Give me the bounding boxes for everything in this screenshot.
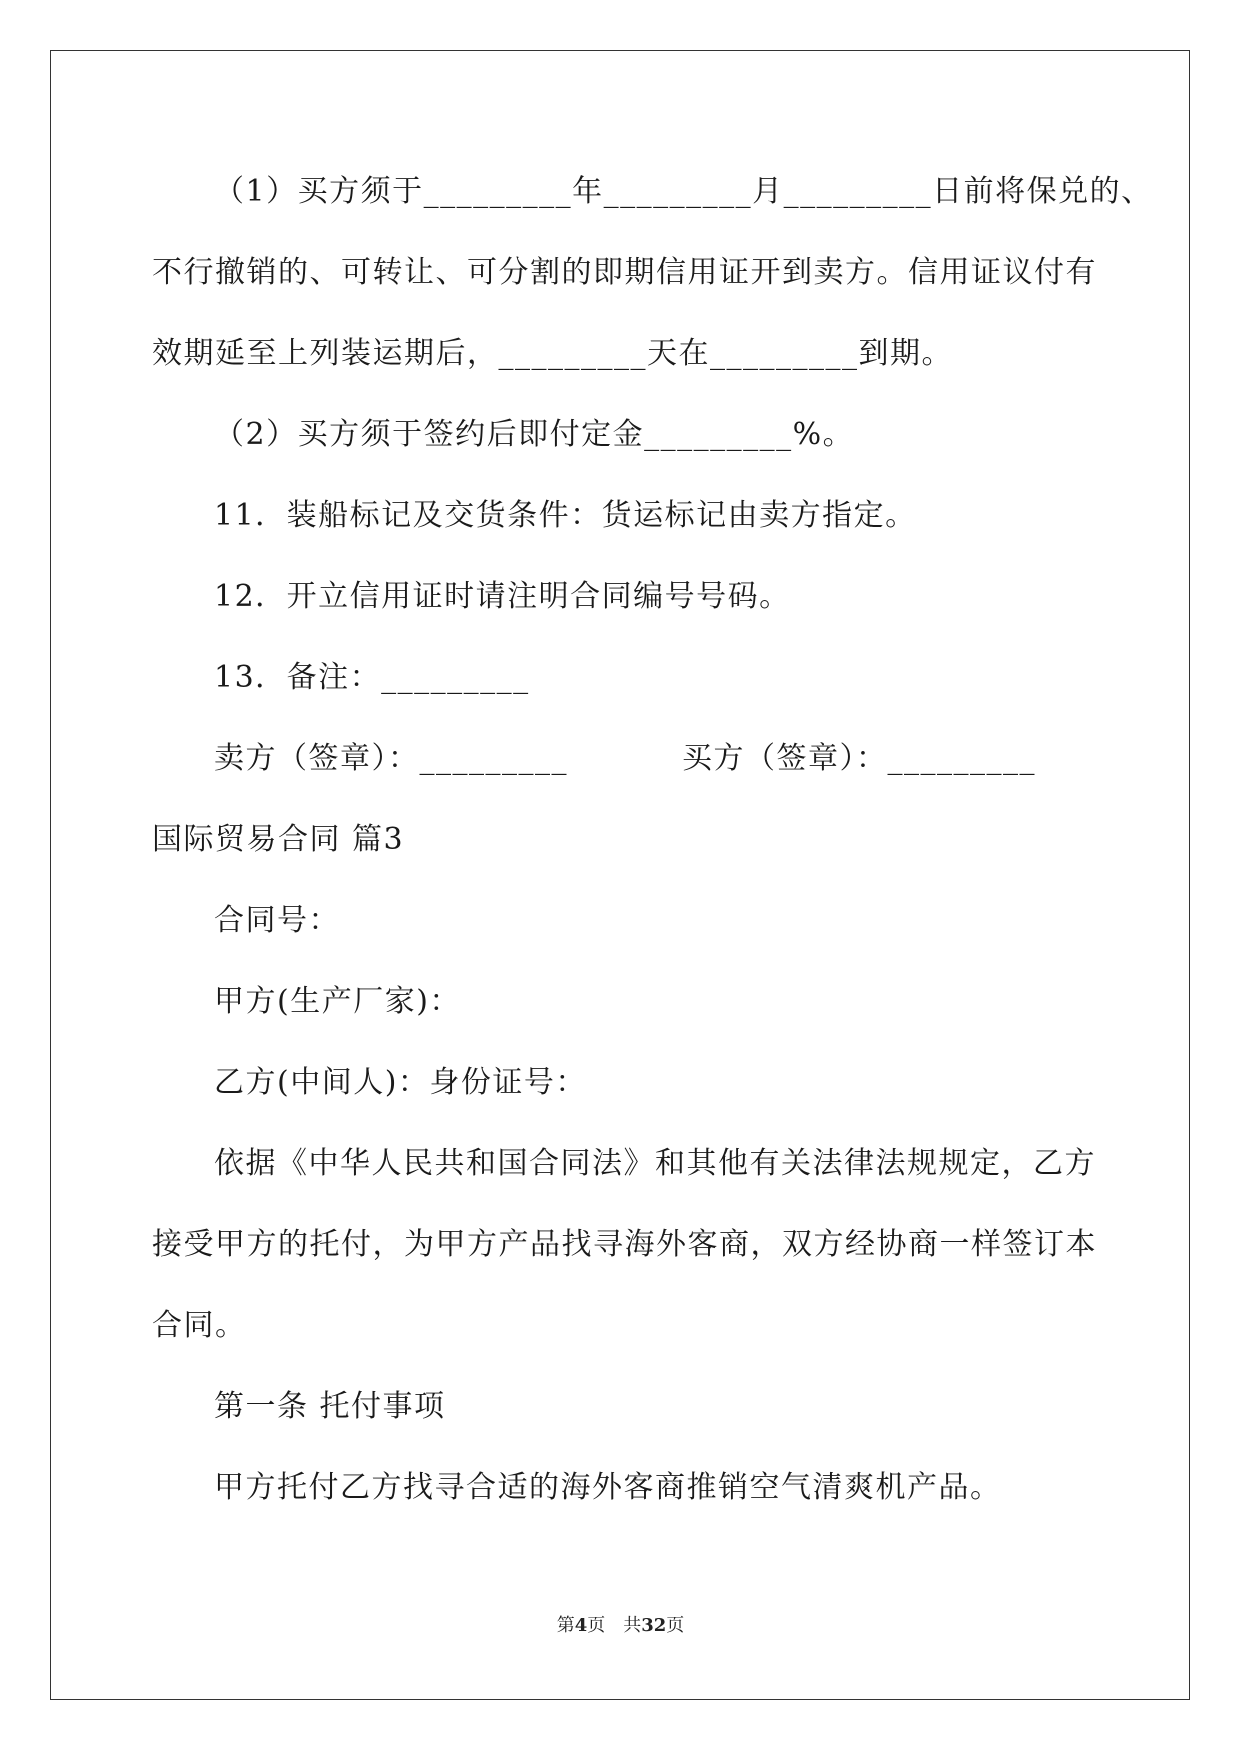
- text-line-payment-1-end: 效期延至上列装运期后，_________天在_________到期。: [152, 336, 953, 371]
- preamble-line-3: 合同。: [152, 1308, 247, 1343]
- buyer-signature: 买方（签章）：_________: [682, 741, 1036, 776]
- preamble-line-2: 接受甲方的托付，为甲方产品找寻海外客商，双方经协商一样签订本: [152, 1227, 1097, 1262]
- article-1-heading: 第一条 托付事项: [214, 1389, 446, 1424]
- footer-suffix: 页: [666, 1615, 685, 1636]
- text-line-payment-2: （2）买方须于签约后即付定金_________%。: [214, 417, 855, 452]
- footer-total-pages: 32: [641, 1615, 667, 1636]
- seller-signature: 卖方（签章）：_________: [214, 741, 568, 776]
- page-number-footer: [0, 1614, 1241, 1638]
- preamble-line-1: 依据《中华人民共和国合同法》和其他有关法律法规规定，乙方: [214, 1146, 1096, 1181]
- article-1-body: 甲方托付乙方找寻合适的海外客商推销空气清爽机产品。: [214, 1470, 1002, 1505]
- footer-current-page: 4: [574, 1615, 588, 1636]
- text-line-payment-1-cont: 不行撤销的、可转让、可分割的即期信用证开到卖方。信用证议付有: [152, 255, 1097, 290]
- footer-middle: 页 共: [587, 1615, 642, 1636]
- page-border: [50, 50, 1190, 1700]
- text-line-payment-1: （1）买方须于_________年_________月_________日前将保兑的、: [214, 174, 1153, 209]
- footer-prefix: 第: [556, 1615, 575, 1636]
- text-line-item-13: 13．备注：_________: [214, 660, 530, 695]
- section-heading: 国际贸易合同 篇3: [152, 822, 405, 857]
- party-b-line: 乙方(中间人)：身份证号：: [214, 1065, 587, 1100]
- contract-number-line: 合同号：: [214, 903, 340, 938]
- party-a-line: 甲方(生产厂家)：: [214, 984, 461, 1019]
- text-line-item-12: 12．开立信用证时请注明合同编号号码。: [214, 579, 791, 614]
- text-line-item-11: 11．装船标记及交货条件：货运标记由卖方指定。: [214, 498, 917, 533]
